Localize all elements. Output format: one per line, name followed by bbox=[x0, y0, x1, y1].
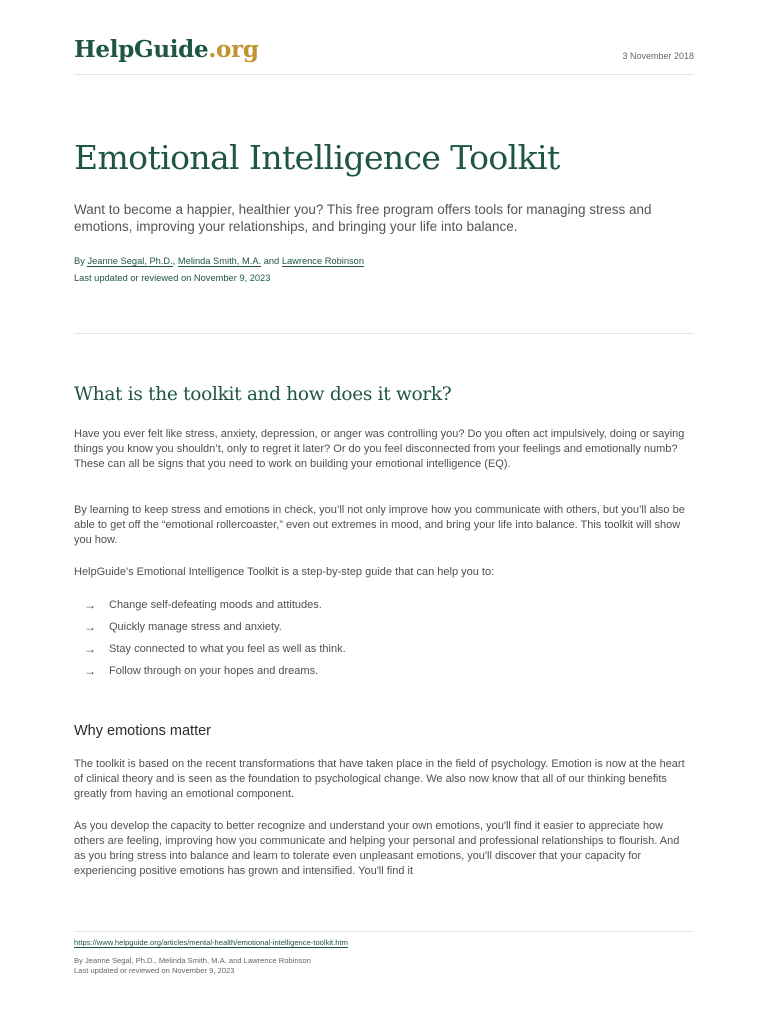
arrow-right-icon: → bbox=[84, 642, 96, 656]
paragraph: HelpGuide's Emotional Intelligence Toolkit is a step-by-step guide that can help you to: bbox=[74, 566, 495, 578]
byline-and: and bbox=[263, 256, 280, 266]
header-divider bbox=[74, 74, 694, 75]
source-url-link[interactable]: https://www.helpguide.org/articles/mental-health/emotional-intelligence-toolkit.htm bbox=[74, 938, 348, 947]
list-item-text: Quickly manage stress and anxiety. bbox=[109, 621, 282, 633]
byline bbox=[74, 256, 364, 266]
arrow-right-icon: → bbox=[84, 664, 96, 678]
logo-tld: .org bbox=[208, 36, 259, 63]
section-heading-why-emotions: Why emotions matter bbox=[74, 723, 211, 739]
arrow-right-icon: → bbox=[84, 620, 96, 634]
section-heading-toolkit: What is the toolkit and how does it work? bbox=[74, 384, 452, 405]
list-item bbox=[74, 663, 346, 685]
author-link-jeanne-segal[interactable]: Jeanne Segal, Ph.D. bbox=[87, 256, 173, 266]
list-item bbox=[74, 597, 346, 619]
list-item-text: Stay connected to what you feel as well as think. bbox=[109, 643, 346, 655]
article-lede: Want to become a happier, healthier you? This free program offers tools for managing stress and emotions, improving your relationships, and bringing your life into balance. bbox=[74, 202, 652, 234]
section-divider bbox=[74, 333, 694, 334]
byline-comma: , bbox=[172, 256, 176, 266]
paragraph: By learning to keep stress and emotions in check, you’ll not only improve how you communicate with others, but you’ll also be able to get off the “emotional rollercoaster,” even out extremes in mood, and bring your life into balance. This toolkit will show you how. bbox=[74, 504, 685, 546]
list-item bbox=[74, 619, 346, 641]
byline-prefix: By bbox=[74, 256, 85, 266]
paragraph: Have you ever felt like stress, anxiety, depression, or anger was controlling you? Do you often act impulsively, doing or saying things you know you shouldn’t, only to regret it later? Or do you feel disconnected from your feelings and emotionally numb? These can all be signs that you need to work on building your emotional intelligence (EQ). bbox=[74, 428, 685, 470]
list-item-text: Change self-defeating moods and attitudes. bbox=[109, 599, 322, 611]
footer-authors: By Jeanne Segal, Ph.D., Melinda Smith, M.A. and Lawrence Robinson bbox=[74, 956, 311, 965]
last-updated: Last updated or reviewed on November 9, 2023 bbox=[74, 273, 271, 283]
logo-main: HelpGuide bbox=[74, 36, 209, 63]
paragraph: The toolkit is based on the recent transformations that have taken place in the field of psychology. Emotion is now at the heart of clinical theory and is seen as the foundation to psychological change. We also now know that all of our thinking benefits greatly from having an emotional component. bbox=[74, 758, 685, 800]
paragraph: As you develop the capacity to better recognize and understand your own emotions, you'll find it easier to appreciate how others are feeling, improving how you communicate and helping your personal and professional relationships to flourish. And as you bring stress into balance and learn to tolerate even unpleasant emotions, you'll discover that your capacity for experiencing positive emotions has grown and intensified. You'll find it bbox=[74, 820, 680, 877]
author-link-melinda-smith[interactable]: Melinda Smith, M.A. bbox=[177, 256, 262, 266]
site-header bbox=[74, 36, 694, 76]
list-item-text: Follow through on your hopes and dreams. bbox=[109, 665, 319, 677]
arrow-right-icon: → bbox=[84, 598, 96, 612]
list-item bbox=[74, 641, 346, 663]
footer-divider bbox=[74, 931, 694, 932]
page-title: Emotional Intelligence Toolkit bbox=[74, 138, 560, 177]
footer-updated: Last updated or reviewed on November 9, 2023 bbox=[74, 966, 235, 975]
author-link-lawrence-robinson[interactable]: Lawrence Robinson bbox=[281, 256, 364, 266]
print-date: 3 November 2018 bbox=[622, 51, 694, 61]
site-logo[interactable] bbox=[74, 36, 259, 63]
benefits-list bbox=[74, 597, 346, 685]
